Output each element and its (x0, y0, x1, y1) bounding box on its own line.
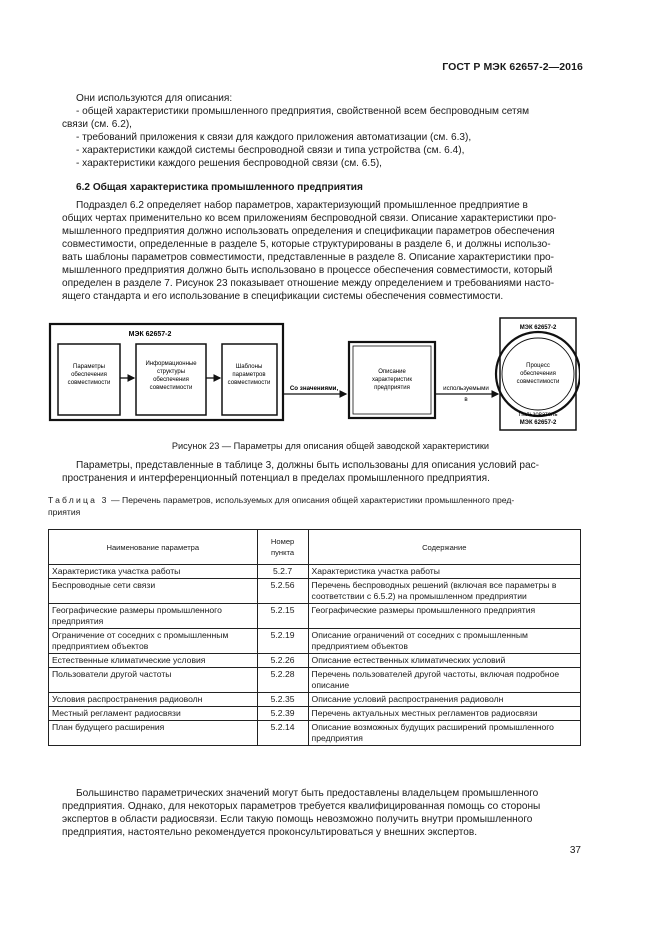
text-line: предприятия. Однако, для некоторых параметров требуется квалифицированная помощь со стороны (62, 801, 541, 812)
box1-line: Параметры (73, 364, 105, 370)
cell-content: Географические размеры промышленного предприятия (308, 604, 580, 629)
cell-content: Перечень пользователей другой частоты, включая подробное описание (308, 668, 580, 693)
text-line: Подраздел 6.2 определяет набор параметров, характеризующий промышленное предприятие в (76, 200, 528, 211)
paragraph-closing (62, 787, 585, 839)
cell-name: Характеристика участка работы (49, 565, 258, 579)
cell-num: 5.2.7 (257, 565, 308, 579)
text-line: ящего стандарта и его использование в спецификации системы обеспечения совместимости. (62, 291, 504, 302)
cell-content: Описание возможных будущих расширений промышленного предприятия (308, 721, 580, 746)
cell-name: Географические размеры промышленного предприятия (49, 604, 258, 629)
header-content: Содержание (308, 530, 580, 565)
box4-line: предприятия (374, 385, 410, 391)
cell-num: 5.2.15 (257, 604, 308, 629)
text-line: Большинство параметрических значений могут быть предоставлены владельцем промышленного (76, 788, 539, 799)
arrow-label-values: Со значениями, (289, 385, 339, 392)
cell-num: 5.2.39 (257, 707, 308, 721)
cell-name: Беспроводные сети связи (49, 579, 258, 604)
cell-content: Перечень беспроводных решений (включая все параметры в соответствии с 6.5.2) на промышленном предприятии (308, 579, 580, 604)
text-line: экспертов в области радиосвязи. Если такую помощь невозможно получить внутри промышленного (62, 814, 533, 825)
table-caption-line1: — Перечень параметров, используемых для описания общей характеристики промышленного пред- (108, 495, 515, 505)
box2-line: структуры (156, 369, 186, 375)
circle-bottom-label: Пользователь (518, 412, 558, 418)
text-line: мышленного предприятия должно быть использовано в процессе обеспечения совместимости, который (62, 265, 553, 276)
text-line: определен в разделе 7. Рисунок 23 показывает отношение между определением и требованиями насто- (62, 278, 555, 289)
cell-num: 5.2.14 (257, 721, 308, 746)
text-line: мышленного предприятия должно использовать определения и спецификации параметров обеспечения (62, 226, 555, 237)
arrow-label-used: в (464, 396, 468, 403)
cell-num: 5.2.19 (257, 629, 308, 654)
cell-content: Описание естественных климатических условий (308, 654, 580, 668)
cell-name: Местный регламент радиосвязи (49, 707, 258, 721)
intro-item-1: - общей характеристики промышленного предприятия, свойственной всем беспроводным сетям (76, 106, 530, 117)
table-row (49, 604, 581, 629)
cell-content: Перечень актуальных местных регламентов радиосвязи (308, 707, 580, 721)
table-caption-line2: приятия (48, 507, 81, 517)
text-line: совместимости, определенные в разделе 5, которые структурированы в разделе 6, и должны использо- (62, 239, 551, 250)
box3-line: совместимости (227, 380, 271, 386)
document-code-header: ГОСТ Р МЭК 62657-2—2016 (442, 61, 583, 73)
cell-content: Описание условий распространения радиоволн (308, 693, 580, 707)
cell-content: Описание ограничений от соседних с промышленным предприятием объектов (308, 629, 580, 654)
cell-num: 5.2.56 (257, 579, 308, 604)
box3-line: параметров (232, 372, 266, 378)
cell-num: 5.2.28 (257, 668, 308, 693)
table-header-row (49, 530, 581, 565)
cell-num: 5.2.35 (257, 693, 308, 707)
table-row (49, 654, 581, 668)
figure-caption: Рисунок 23 — Параметры для описания общей заводской характеристики (171, 441, 490, 451)
section-title: 6.2 Общая характеристика промышленного предприятия (76, 182, 363, 193)
cell-name: Ограничение от соседних с промышленным предприятием объектов (49, 629, 258, 654)
box1-line: совместимости (67, 380, 111, 386)
text-line: пространения и интерференционный потенциал в пределах промышленного предприятия. (62, 473, 490, 484)
text-line: общих чертах применительно ко всем приложениям беспроводной связи. Описание характеристики про- (62, 213, 557, 224)
table-caption-prefix: Таблица 3 (48, 495, 109, 505)
box1-line: обеспечения (71, 372, 107, 378)
cell-content: Характеристика участка работы (308, 565, 580, 579)
box4-line: характеристик (371, 377, 413, 383)
box2-line: обеспечения (153, 377, 189, 383)
frame-label: МЭК 62657-2 (128, 331, 172, 338)
box4-line: Описание (378, 369, 406, 375)
intro-item-4: - характеристики каждого решения беспроводной связи (см. 6.5), (76, 158, 382, 169)
circle-center-line: совместимости (516, 379, 560, 385)
arrow-label-used: используемыми (443, 385, 489, 392)
text-line: Параметры, представленные в таблице 3, должны быть использованы для описания условий рас- (76, 460, 540, 471)
page-number: 37 (569, 845, 581, 856)
table-row (49, 668, 581, 693)
intro-lead: Они используются для описания: (76, 93, 233, 104)
table-row (49, 721, 581, 746)
table-row (49, 565, 581, 579)
box2-line: Информационные (145, 361, 197, 367)
cell-name: Пользователи другой частоты (49, 668, 258, 693)
cell-num: 5.2.26 (257, 654, 308, 668)
cell-name: Условия распространения радиоволн (49, 693, 258, 707)
table-caption (48, 494, 586, 518)
circle-center-line: обеспечения (520, 371, 556, 377)
header-item-number: Номер пункта (257, 530, 308, 565)
parameters-table (48, 529, 581, 746)
circle-top-label: МЭК 62657-2 (519, 325, 557, 331)
text-line: предприятия, настоятельно рекомендуется проконсультироваться у внешних экспертов. (62, 827, 478, 838)
intro-item-2: - требований приложения к связи для каждого приложения автоматизации (см. 6.3), (76, 132, 472, 143)
paragraph-table-intro (62, 459, 585, 485)
cell-name: Естественные климатические условия (49, 654, 258, 668)
text-line: вать шаблоны параметров совместимости, представленные в разделе 8. Описание характеристики про- (62, 252, 555, 263)
circle-bottom-label: МЭК 62657-2 (519, 420, 557, 426)
intro-list (62, 92, 585, 170)
intro-item-3: - характеристики каждой системы беспроводной связи и типа устройства (см. 6.4), (76, 145, 465, 156)
box2-line: совместимости (149, 385, 193, 391)
cell-name: План будущего расширения (49, 721, 258, 746)
table-row (49, 693, 581, 707)
header-parameter-name: Наименование параметра (49, 530, 258, 565)
table-row (49, 707, 581, 721)
figure-23-diagram (40, 312, 580, 434)
intro-item-1-cont: связи (см. 6.2), (62, 119, 132, 130)
box3-line: Шаблоны (235, 364, 263, 370)
paragraph-6-2 (62, 199, 585, 303)
circle-center-line: Процесс (526, 363, 550, 369)
table-row (49, 579, 581, 604)
table-row (49, 629, 581, 654)
